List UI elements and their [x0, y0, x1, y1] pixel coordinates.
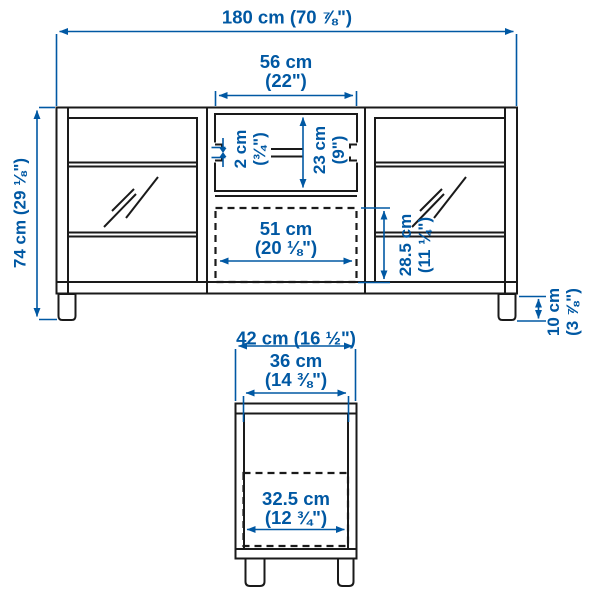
dim-total-height-arrow [37, 108, 57, 320]
dim-value-cm: 2 cm [231, 129, 250, 169]
dim-value-inches: (29 ⅛") [10, 157, 30, 216]
dim-middle-width-label [260, 52, 312, 90]
side-leg-left [246, 559, 265, 587]
side-outline [236, 404, 357, 559]
dim-value-inches: (20 ⅛") [254, 237, 318, 258]
dim-value-inches: (¾") [250, 132, 269, 166]
dim-value-inches: (22") [265, 70, 307, 91]
dim-value-cm: 32.5 cm [262, 488, 330, 509]
dim-value-cm: 180 cm [221, 6, 285, 28]
dim-drawer-depth-label [262, 489, 330, 527]
dim-value-inches: (9") [329, 135, 348, 165]
dim-leg-height-label [544, 288, 582, 336]
front-leg-right [499, 294, 516, 320]
dim-value-inches: (16 ½") [293, 327, 356, 349]
dim-leg-height-arrow [517, 297, 546, 322]
shelf-edge-lines [271, 149, 303, 157]
dim-value-cm: 10 cm [544, 287, 563, 337]
dim-value-inches: (12 ¾") [264, 507, 328, 528]
dim-value-inches: (11 ¼") [415, 216, 434, 274]
glass-reflection-icon [104, 177, 158, 227]
dim-total-height-label [11, 158, 30, 268]
front-leg-left [59, 294, 76, 320]
dim-compartment-height-label [310, 126, 348, 174]
dimension-annotations [37, 32, 546, 530]
dim-value-inches: (70 ⅞") [289, 6, 353, 28]
dim-value-cm: 42 cm [236, 327, 289, 349]
dim-middle-width-arrow [216, 91, 357, 106]
dim-value-cm: 74 cm [10, 219, 30, 269]
dim-value-cm: 23 cm [310, 125, 329, 175]
side-leg-right [338, 559, 354, 587]
dim-shelf-thickness-label [231, 130, 269, 169]
dim-value-cm: 36 cm [269, 350, 323, 371]
dim-inner-depth-arrow [244, 393, 349, 422]
left-glass-door [68, 118, 197, 282]
dim-value-cm: 28.5 cm [396, 213, 415, 277]
dim-drawer-width-label [255, 219, 317, 257]
right-glass-door [375, 118, 505, 282]
dim-value-inches: (14 ⅜") [264, 369, 328, 390]
dim-depth-label [236, 329, 356, 348]
dim-drawer-height-label [396, 214, 434, 276]
dim-value-cm: 51 cm [259, 218, 313, 239]
front-view [56, 108, 517, 321]
dim-value-inches: (3 ⅞") [563, 288, 582, 336]
dim-value-cm: 56 cm [259, 51, 313, 72]
dim-total-width-label [222, 8, 352, 27]
dim-inner-depth-label [265, 351, 327, 389]
